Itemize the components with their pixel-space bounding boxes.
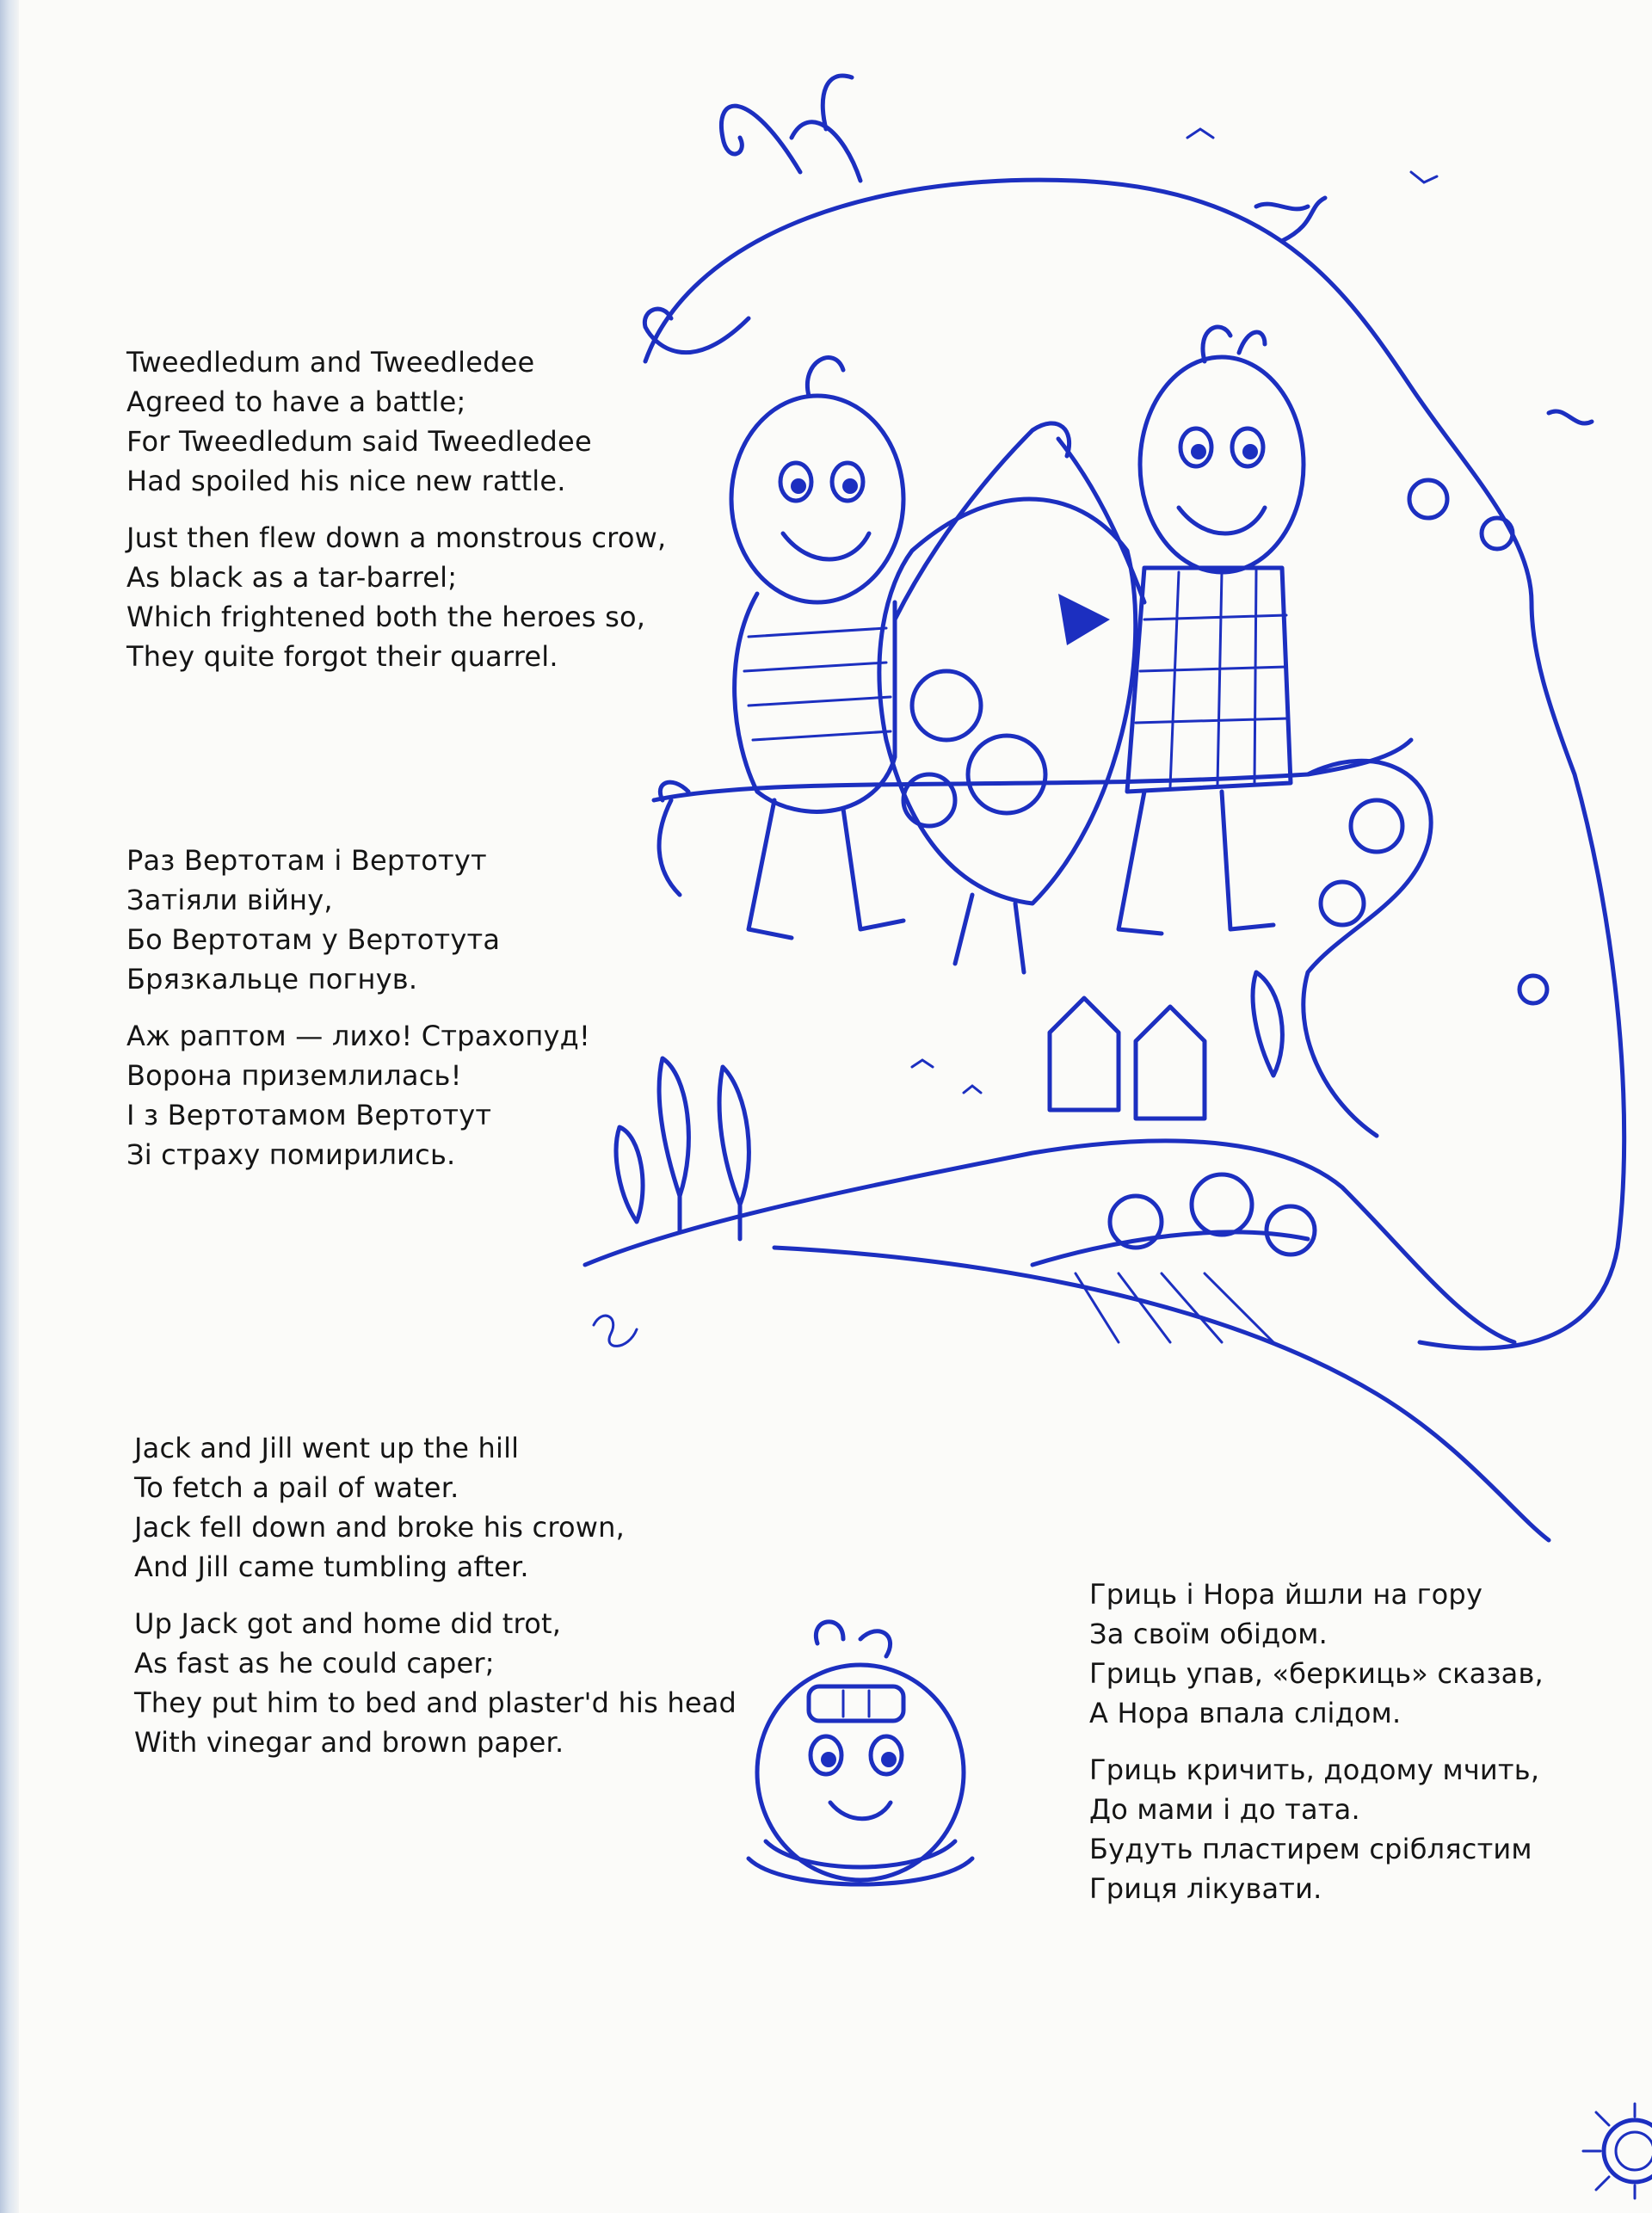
poem-line: With vinegar and brown paper. xyxy=(134,1726,564,1759)
poem-line: Which frightened both the heroes so, xyxy=(126,601,646,633)
sun-ornament-icon xyxy=(1575,2099,1652,2203)
poem-line: And Jill came tumbling after. xyxy=(134,1550,529,1583)
poem-line: To fetch a pail of water. xyxy=(134,1471,459,1504)
poem-line: Гриць упав, «беркиць» сказав, xyxy=(1089,1657,1544,1690)
bandaged-boy-illustration xyxy=(714,1618,1007,1910)
poem-line: Jack and Jill went up the hill xyxy=(134,1432,520,1464)
poem-line: Гриця лікувати. xyxy=(1089,1872,1322,1905)
poem-line: Jack fell down and broke his crown, xyxy=(134,1511,625,1544)
poem-line: Just then flew down a monstrous crow, xyxy=(126,521,667,554)
poem-line: І з Вертотамом Вертотут xyxy=(126,1099,492,1131)
poem-line: За своїм обідом. xyxy=(1089,1618,1328,1650)
poem-line: As fast as he could caper; xyxy=(134,1647,495,1680)
poem-line: Раз Вертотам і Вертотут xyxy=(126,844,487,877)
poem-line: They put him to bed and plaster'd his head xyxy=(134,1686,737,1719)
poem-line: Гриць і Нора йшли на гору xyxy=(1089,1578,1483,1611)
poem-line: For Tweedledum said Tweedledee xyxy=(126,425,592,458)
poem-line: Ворона приземлилась! xyxy=(126,1059,462,1092)
poem-line: Had spoiled his nice new rattle. xyxy=(126,465,566,497)
poem-line: А Нора впала слідом. xyxy=(1089,1697,1402,1729)
poem-line: Будуть пластирем сріблястим xyxy=(1089,1833,1532,1865)
poem-line: They quite forgot their quarrel. xyxy=(126,640,558,673)
poem-line: Зі страху помирились. xyxy=(126,1138,456,1171)
poem-line: Tweedledum and Tweedledee xyxy=(126,346,535,379)
poem-line: Аж раптом — лихо! Страхопуд! xyxy=(126,1020,591,1052)
poem-line: До мами і до тата. xyxy=(1089,1793,1360,1826)
poem-line: Затіяли війну, xyxy=(126,884,333,916)
poem-line: As black as a tar-barrel; xyxy=(126,561,458,594)
poem-line: Agreed to have a battle; xyxy=(126,385,466,418)
poem-line: Бо Вертотам у Вертотута xyxy=(126,923,501,956)
poem-line: Брязкальце погнув. xyxy=(126,963,418,996)
poem-line: Up Jack got and home did trot, xyxy=(134,1607,562,1640)
poem-line: Гриць кричить, додому мчить, xyxy=(1089,1754,1540,1786)
